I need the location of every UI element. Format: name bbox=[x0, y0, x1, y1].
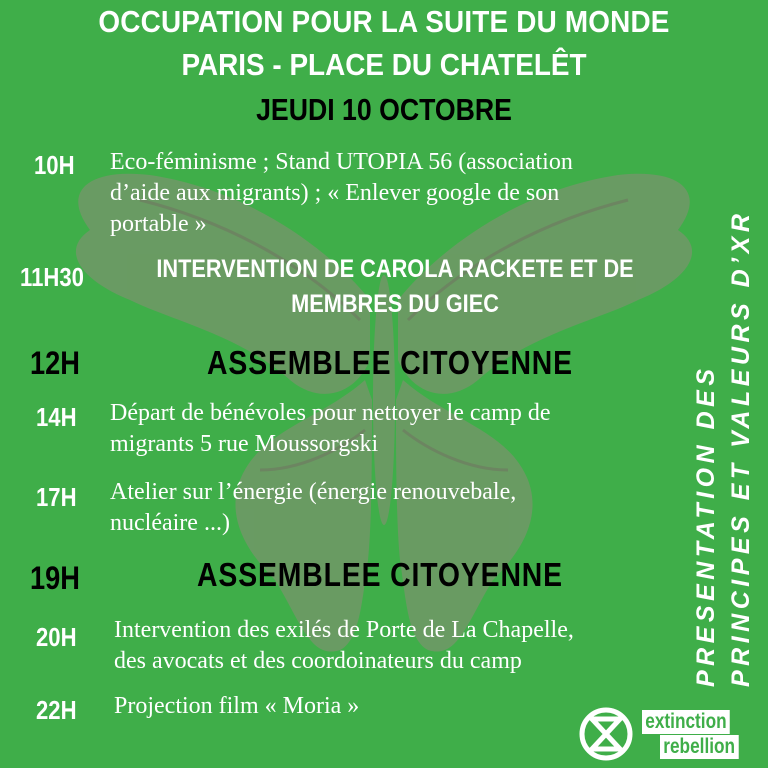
time-10h: 10H bbox=[34, 150, 75, 180]
logo-word-rebellion: rebellion bbox=[660, 735, 738, 759]
time-22h: 22H bbox=[36, 695, 77, 725]
activity-10h bbox=[110, 147, 573, 240]
event-location: PARIS - PLACE DU CHATELÊT bbox=[181, 47, 587, 82]
logo-wordmark bbox=[636, 707, 764, 759]
event-title: OCCUPATION POUR LA SUITE DU MONDE bbox=[98, 4, 670, 39]
activity-11h30 bbox=[156, 252, 635, 322]
time-11h30: 11H30 bbox=[20, 262, 84, 292]
activity-line: nucléaire ...) bbox=[110, 510, 230, 536]
time-17h: 17H bbox=[36, 482, 77, 512]
activity-17h bbox=[110, 477, 516, 539]
activity-19h: ASSEMBLEE CITOYENNE bbox=[197, 556, 563, 593]
time-14h: 14H bbox=[36, 402, 77, 432]
side-note-line2: PRINCIPES ET VALEURS D’XR bbox=[727, 209, 755, 687]
logo-word-extinction: extinction bbox=[642, 710, 730, 734]
activity-line: d’aide aux migrants) ; « Enlever google de son bbox=[110, 180, 560, 206]
activity-line: MEMBRES DU GIEC bbox=[291, 290, 499, 318]
activity-20h bbox=[114, 615, 574, 677]
activity-line: portable » bbox=[110, 211, 207, 237]
activity-line: des avocats et des coordoinateurs du camp bbox=[114, 648, 522, 674]
time-12h: 12H bbox=[30, 345, 80, 381]
extinction-hourglass-icon bbox=[578, 706, 634, 762]
time-20h: 20H bbox=[36, 622, 77, 652]
activity-line: Eco-féminisme ; Stand UTOPIA 56 (association bbox=[110, 149, 573, 175]
activity-line: Atelier sur l’énergie (énergie renouvebale, bbox=[110, 479, 517, 505]
event-date: JEUDI 10 OCTOBRE bbox=[256, 92, 512, 127]
activity-line: Projection film « Moria » bbox=[114, 693, 360, 719]
activity-12h: ASSEMBLEE CITOYENNE bbox=[207, 344, 573, 381]
side-note-line1: PRESENTATION DES bbox=[692, 364, 720, 687]
activity-line: INTERVENTION DE CAROLA RACKETE ET DE bbox=[156, 255, 634, 283]
side-note bbox=[690, 209, 760, 687]
activity-line: migrants 5 rue Moussorgski bbox=[110, 431, 379, 457]
extinction-rebellion-logo bbox=[578, 705, 764, 763]
time-19h: 19H bbox=[30, 560, 80, 596]
activity-line: Intervention des exilés de Porte de La Chapelle, bbox=[114, 617, 574, 643]
activity-14h bbox=[110, 398, 550, 460]
activity-22h bbox=[114, 691, 359, 722]
activity-line: Départ de bénévoles pour nettoyer le camp de bbox=[110, 400, 551, 426]
